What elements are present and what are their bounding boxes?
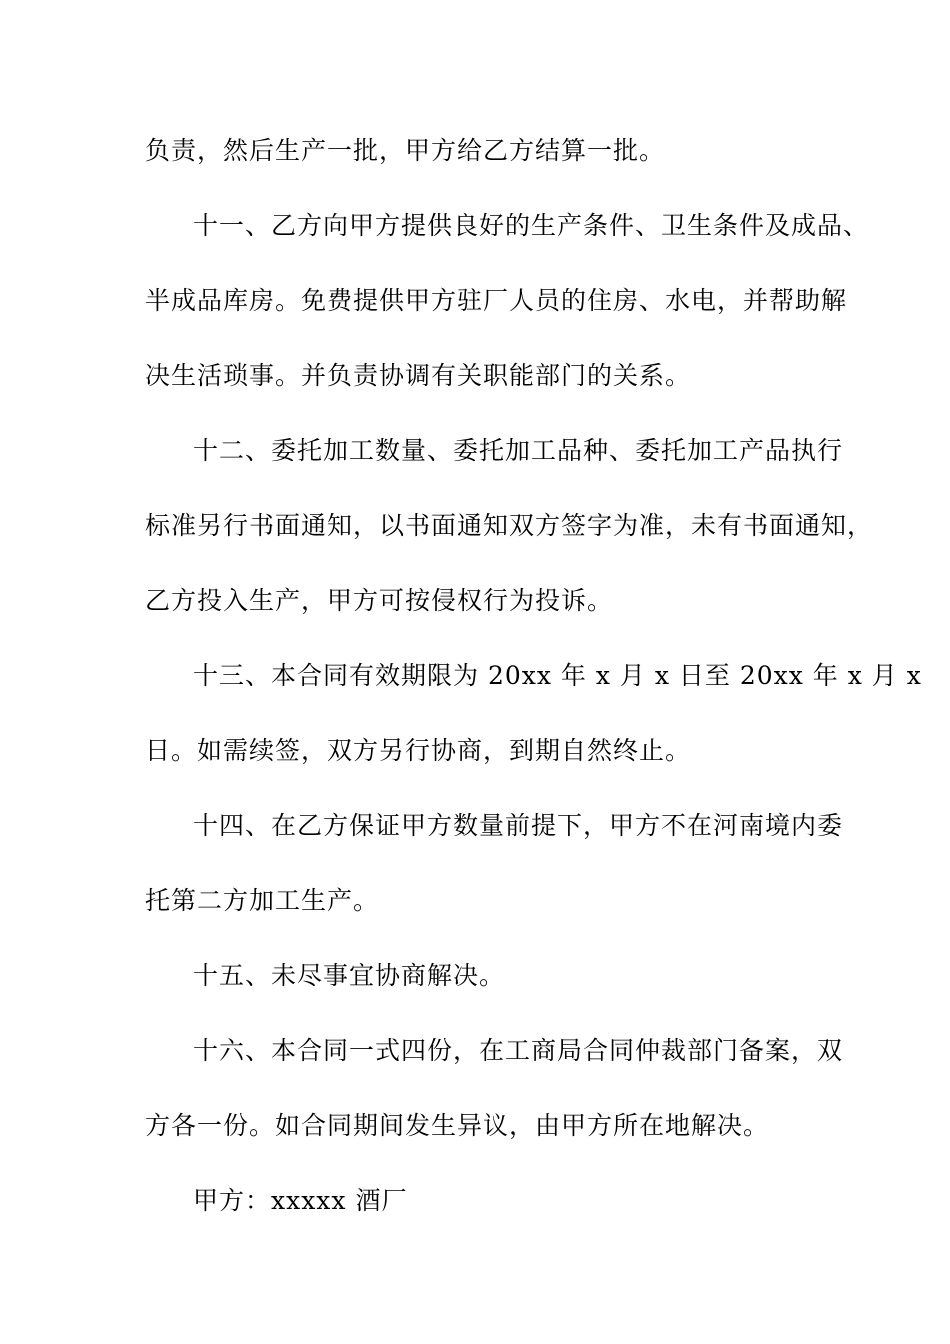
clause-12-line: 十二、委托加工数量、委托加工品种、委托加工产品执行 [193,436,844,465]
clause-11-line: 十一、乙方向甲方提供良好的生产条件、卫生条件及成品、 [193,211,870,240]
text-line: 日。如需续签，双方另行协商，到期自然终止。 [145,736,692,765]
text-line: 负责，然后生产一批，甲方给乙方结算一批。 [145,136,666,165]
clause-15-line: 十五、未尽事宜协商解决。 [193,961,506,990]
text-line: 半成品库房。免费提供甲方驻厂人员的住房、水电，并帮助解 [145,286,848,315]
text-line: 方各一份。如合同期间发生异议，由甲方所在地解决。 [145,1111,770,1140]
clause-16-line: 十六、本合同一式四份，在工商局合同仲裁部门备案，双 [193,1036,844,1065]
text-line: 乙方投入生产，甲方可按侵权行为投诉。 [145,586,614,615]
party-a-signature-line: 甲方：xxxxx 酒厂 [193,1186,408,1215]
text-line: 决生活琐事。并负责协调有关职能部门的关系。 [145,361,692,390]
clause-14-line: 十四、在乙方保证甲方数量前提下，甲方不在河南境内委 [193,811,844,840]
text-line: 托第二方加工生产。 [145,886,380,915]
text-line: 标准另行书面通知，以书面通知双方签字为准，未有书面通知， [145,511,874,540]
clause-13-line: 十三、本合同有效期限为 20xx 年 x 月 x 日至 20xx 年 x 月 x [193,661,922,690]
